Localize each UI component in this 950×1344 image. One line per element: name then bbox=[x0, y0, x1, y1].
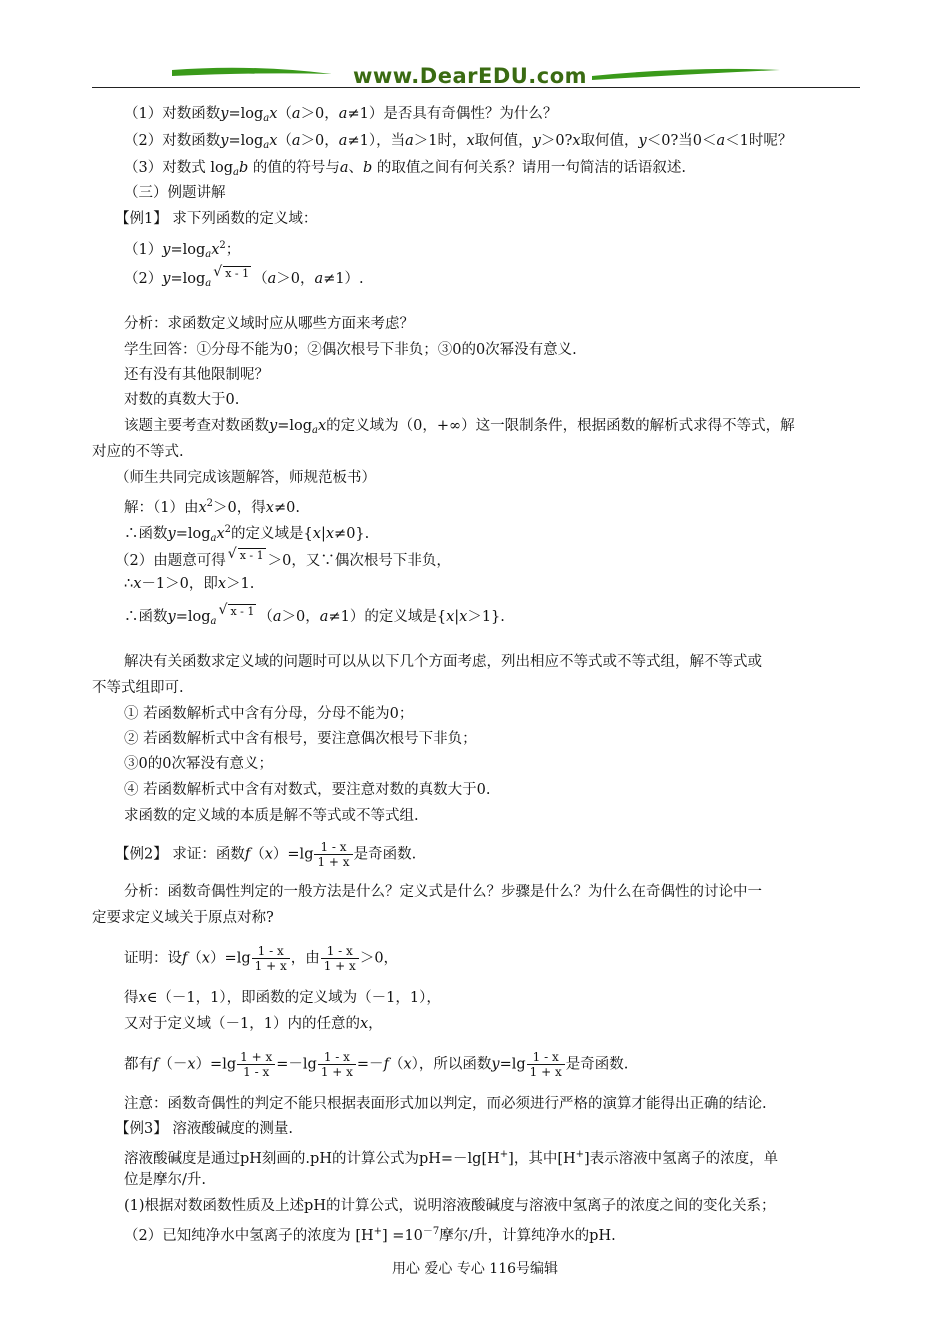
ph-line-1: 溶液酸碱度是通过pH刻画的.pH的计算公式为pH=－lg[H+]，其中[H+]表示溶液中氢离子的浓度，单 bbox=[124, 1149, 779, 1167]
rule-2: ② 若函数解析式中含有根号，要注意偶次根号下非负； bbox=[124, 731, 477, 747]
follow-up-question: 还有没有其他限制呢？ bbox=[124, 367, 269, 383]
question-3: （3）对数式 $\log_ab$ 的值的符号与a、b 的取值之间有何关系？请用一句简洁的话语叙述. bbox=[124, 160, 687, 178]
fraction: $\frac{1 - x}{1 + x}$ bbox=[321, 944, 359, 973]
banner-right-swoosh bbox=[592, 69, 780, 80]
rule-3: ③0的0次幂没有意义； bbox=[124, 756, 273, 772]
fraction: $\frac{1 + x}{1 - x}$ bbox=[237, 1050, 275, 1079]
ph-line-2: 位是摩尔/升. bbox=[124, 1172, 206, 1188]
ph-line-4: （2）已知纯净水中氢离子的浓度为 $[H^+] =10^{-7}$摩尔/升，计算纯净水的pH. bbox=[124, 1226, 616, 1244]
essence-note: 求函数的定义域的本质是解不等式或不等式组. bbox=[124, 808, 419, 824]
proof-line-4: 都有f（－x）=lg $\frac{1 + x}{1 - x}$ =－lg $\frac{1 - x}{1 + x}$ =－f（x），所以函数y=lg $\frac{1 - x}{1 + x}$ 是奇函数. bbox=[124, 1050, 629, 1079]
analysis-2-line-1: 分析：函数奇偶性判定的一般方法是什么？定义式是什么？步骤是什么？为什么在奇偶性的讨论中一 bbox=[124, 884, 762, 900]
fraction: $\frac{1 - x}{1 + x}$ bbox=[314, 840, 352, 869]
solution-line-3: （2）由题意可得 √ x - 1 ＞0，又∵偶次根号下非负， bbox=[115, 546, 451, 569]
teacher-note: （师生共同完成该题解答，师规范板书） bbox=[115, 470, 376, 486]
student-answer: 学生回答：①分母不能为0；②偶次根号下非负；③0的0次幂没有意义. bbox=[124, 342, 577, 358]
rule-1: ① 若函数解析式中含有分母，分母不能为0； bbox=[124, 706, 414, 722]
solution-line-1: 解：（1）由$x^2>0$，得x≠0. bbox=[124, 498, 300, 516]
fraction: $\frac{1 - x}{1 + x}$ bbox=[318, 1050, 356, 1079]
solution-line-4: ∴x－1＞0，即x＞1. bbox=[124, 576, 255, 592]
solution-line-2: ∴函数$y=\log_ax^2$的定义域是{x|x≠0}. bbox=[124, 524, 370, 544]
site-logo[interactable]: www.DearEDU.com bbox=[352, 64, 588, 88]
ph-line-3: (1)根据对数函数性质及上述pH的计算公式，说明溶液酸碱度与溶液中氢离子的浓度之间的变化关系； bbox=[124, 1198, 776, 1214]
example-1-title: 【例1】 求下列函数的定义域： bbox=[115, 211, 318, 227]
example-3-title: 【例3】 溶液酸碱度的测量. bbox=[115, 1121, 293, 1137]
question-2: （2）对数函数$y=\log_ax(a>0$，a≠1），当a＞1时，x取何值，y＞0?x取何值，y＜0?当0＜a＜1时呢？ bbox=[124, 133, 793, 151]
example-1-part-1: $(1)y=\log_ax^2$； bbox=[124, 240, 241, 260]
analysis-1: 分析：求函数定义域时应从哪些方面来考虑？ bbox=[124, 316, 414, 332]
banner-left-swoosh bbox=[172, 68, 332, 76]
section-heading: （三）例题讲解 bbox=[124, 185, 226, 201]
fraction: $\frac{1 - x}{1 + x}$ bbox=[527, 1050, 565, 1079]
main-point-line-2: 对应的不等式. bbox=[92, 444, 184, 460]
fraction: $\frac{1 - x}{1 + x}$ bbox=[252, 944, 290, 973]
rule-4: ④ 若函数解析式中含有对数式，要注意对数的真数大于0. bbox=[124, 782, 491, 798]
true-number-note: 对数的真数大于0. bbox=[124, 392, 240, 408]
analysis-2-line-2: 定要求定义域关于原点对称? bbox=[92, 910, 274, 926]
example-2-title: 【例2】 求证：函数f（x）=lg $\frac{1 - x}{1 + x}$ 是奇函数. bbox=[115, 840, 417, 869]
solution-line-5: ∴函数$y=\log_a$ √ x - 1 （a＞0，a≠1）的定义域是{x|x＞1}. bbox=[124, 602, 505, 627]
sqrt-expression: √ x - 1 bbox=[227, 546, 264, 562]
proof-line-1: 证明：设f（x）=lg $\frac{1 - x}{1 + x}$ ，由 $\frac{1 - x}{1 + x}$ ＞0， bbox=[124, 944, 399, 973]
example-1-part-2: $(2)y=\log_a$ √ x - 1 （a＞0，a≠1）. bbox=[124, 264, 364, 289]
proof-line-2: 得x∈（－1，1），即函数的定义域为（－1，1）， bbox=[124, 990, 441, 1006]
sqrt-expression: √ x - 1 bbox=[213, 264, 250, 280]
main-point-line-1: 该题主要考查对数函数$y=\log_ax$的定义域为（0，+∞）这一限制条件，根据函数的解析式求得不等式，解 bbox=[124, 418, 795, 436]
summary-line-2: 不等式组即可. bbox=[92, 680, 184, 696]
note: 注意：函数奇偶性的判定不能只根据表面形式加以判定，而必须进行严格的演算才能得出正确的结论. bbox=[124, 1096, 767, 1112]
page-footer: 用心 爱心 专心 116号编辑 bbox=[391, 1261, 559, 1277]
sqrt-expression: √ x - 1 bbox=[218, 602, 255, 618]
summary-line-1: 解决有关函数求定义域的问题时可以从以下几个方面考虑，列出相应不等式或不等式组，解不等式或 bbox=[124, 654, 762, 670]
proof-line-3: 又对于定义域（－1，1）内的任意的x， bbox=[124, 1016, 383, 1032]
question-1: （1）对数函数$y=\log_ax(a>0$，a≠1）是否具有奇偶性？为什么？ bbox=[124, 106, 558, 124]
